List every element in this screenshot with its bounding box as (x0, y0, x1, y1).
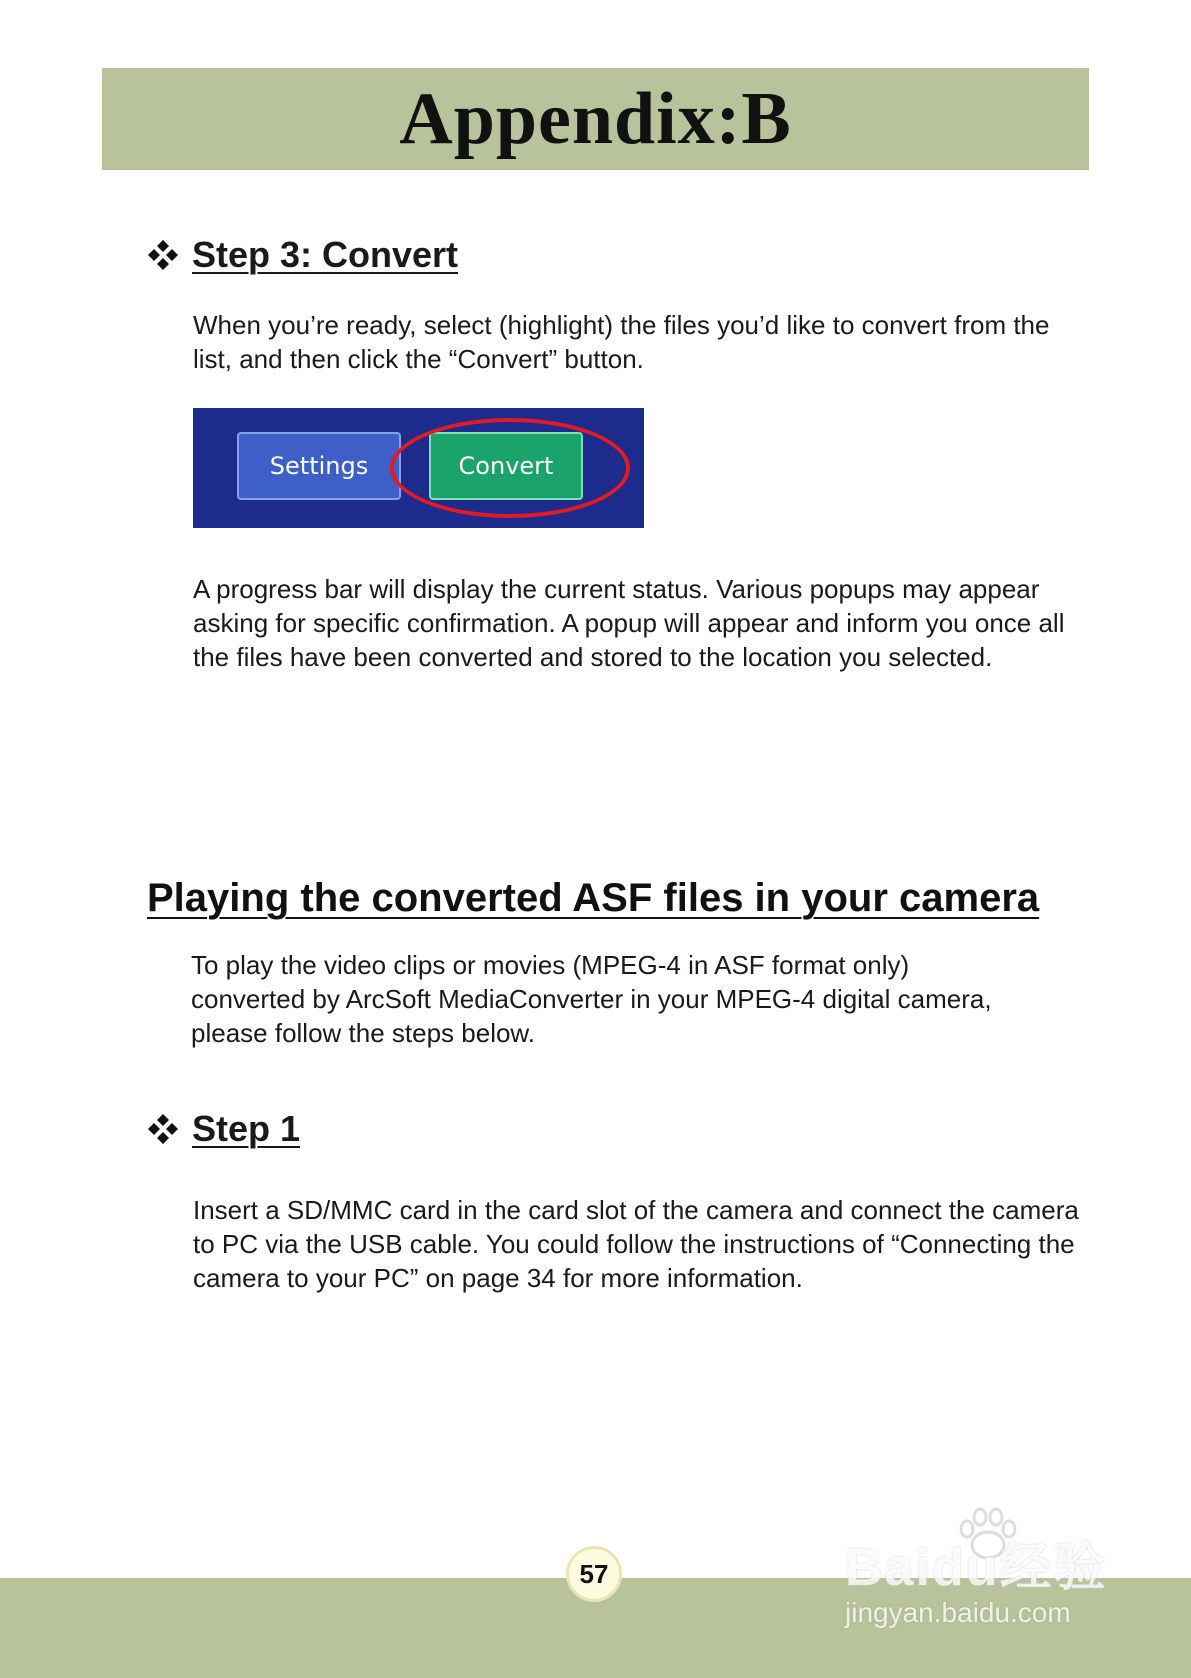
step1-heading (146, 1108, 300, 1150)
step1-heading-label: Step 1 (192, 1108, 301, 1149)
watermark-url: jingyan.baidu.com (845, 1597, 1071, 1628)
step3-heading-label: Step 3: Convert (192, 234, 459, 275)
convert-button: Convert (429, 432, 583, 500)
step3-heading (146, 234, 458, 276)
page-number: 57 (566, 1546, 622, 1602)
step3-intro: When you’re ready, select (highlight) the files you’d like to convert from the list, and then click the “Convert” button. (193, 310, 1050, 374)
header-band (102, 68, 1089, 170)
watermark-brand: Baidu经验 (845, 1539, 1108, 1597)
playing-intro: To play the video clips or movies (MPEG-4 in ASF format only) converted by ArcSoft MediaConverter in your MPEG-4 digital camera, please follow the steps below. (191, 950, 992, 1048)
step1-body: Insert a SD/MMC card in the card slot of the camera and connect the camera to PC via the USB cable. You could follow the instructions of “Connecting the camera to your PC” on page 34 for more information. (193, 1195, 1079, 1293)
four-diamond-icon (146, 1112, 180, 1146)
highlight-ring (390, 418, 630, 518)
step3-after: A progress bar will display the current status. Various popups may appear asking for specific confirmation. A popup will appear and inform you once all the files have been converted and stored to the location you selected. (193, 574, 1065, 672)
baidu-watermark (845, 1505, 1145, 1635)
page-title: Appendix:B (399, 77, 792, 160)
playing-heading: Playing the converted ASF files in your camera (147, 876, 1040, 920)
four-diamond-icon (146, 238, 180, 272)
settings-button: Settings (237, 432, 401, 500)
convert-screenshot (193, 408, 644, 528)
